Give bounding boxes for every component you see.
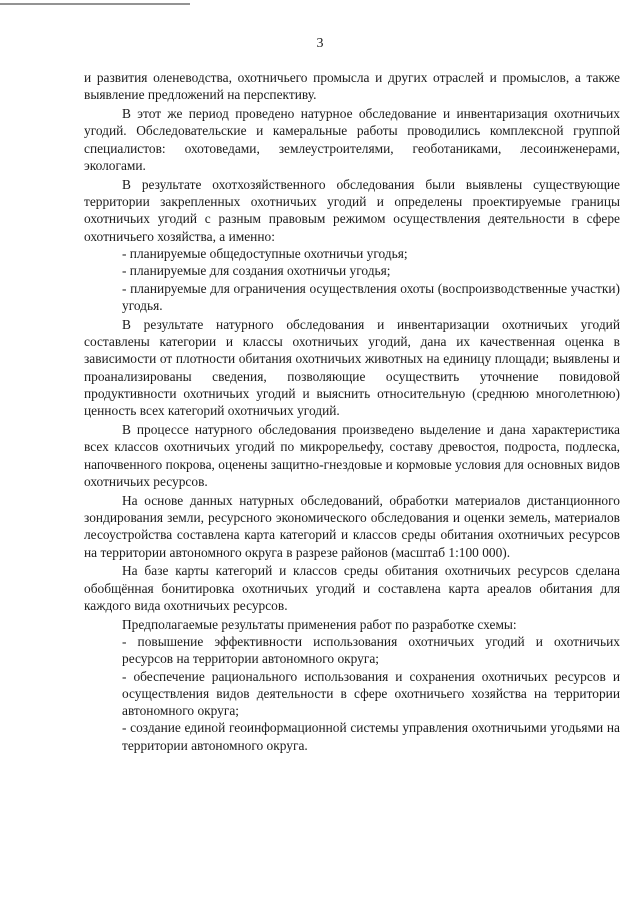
- list-item-conservation: - обеспечение рационального использования и сохранения охотничьих ресурсов и осуществления видов деятельности в сфере охотничьего хозяйства на территории автономного округа;: [122, 668, 620, 719]
- list-item-efficiency: - повышение эффективности использования охотничьих угодий и охотничьих ресурсов на территории автономного округа;: [122, 634, 620, 667]
- list-item-restricted-lands: - планируемые для ограничения осуществления охоты (воспроизводственные участки) угодья.: [122, 280, 620, 313]
- paragraph-continuation: и развития оленеводства, охотничьего промысла и других отраслей и промыслов, а также выявление предложений на перспективу.: [84, 70, 620, 103]
- paragraph-map: На основе данных натурных обследований, обработки материалов дистанционного зондирования земли, ресурсного экономического обследования и оценки земель, материалов лесоустройства составлена карта категорий и классов среды обитания охотничьих ресурсов на территории автономного округа в разрезе районов (масштаб 1:100 000).: [84, 492, 620, 560]
- scan-edge-line: [0, 3, 190, 5]
- list-item-gis: - создание единой геоинформационной системы управления охотничьими угодьями на территории автономного округа.: [122, 720, 620, 753]
- paragraph-characteristics: В процессе натурного обследования произведено выделение и дана характеристика всех классов охотничьих угодий по микрорельефу, составу древостоя, подроста, подлеска, напочвенного покрова, оценены защитно-гнездовые и кормовые условия для основных видов охотничьих ресурсов.: [84, 421, 620, 489]
- paragraph-inventory: В результате натурного обследования и инвентаризации охотничьих угодий составлены категории и классы охотничьих угодий, дана их качественная оценка в зависимости от плотности обитания охотничьих животных на единицу площади; выявлены и проанализированы сведения, позволяющие осуществить уточнение повидовой продуктивности охотничьих угодий и выяснить относительную (среднюю многолетнюю) ценность всех категорий охотничьих угодий.: [84, 316, 620, 419]
- paragraph-survey: В этот же период проведено натурное обследование и инвентаризация охотничьих угодий. Обследовательские и камеральные работы проводились комплексной группой специалистов: охотоведами, землеустроителями, геоботаниками, лесоинженерами, экологами.: [84, 106, 620, 173]
- paragraph-survey-results: В результате охотхозяйственного обследования были выявлены существующие территории закрепленных охотничьих угодий и определены проектируемые границы охотничьих угодий с разным правовым режимом осуществления деятельности в сфере охотничьего хозяйства, а именно:: [84, 176, 620, 244]
- paragraph-bonitation: На базе карты категорий и классов среды обитания охотничьих ресурсов сделана обобщённая бонитировка охотничьих угодий и составлена карта ареалов обитания для каждого вида охотничьих ресурсов.: [84, 563, 620, 613]
- document-body: [84, 69, 620, 754]
- paragraph-expected-results: Предполагаемые результаты применения работ по разработке схемы:: [122, 616, 517, 632]
- list-item-new-lands: - планируемые для создания охотничьи угодья;: [122, 263, 391, 279]
- list-item-public-lands: - планируемые общедоступные охотничьи угодья;: [122, 245, 408, 261]
- page-number: 3: [316, 36, 324, 51]
